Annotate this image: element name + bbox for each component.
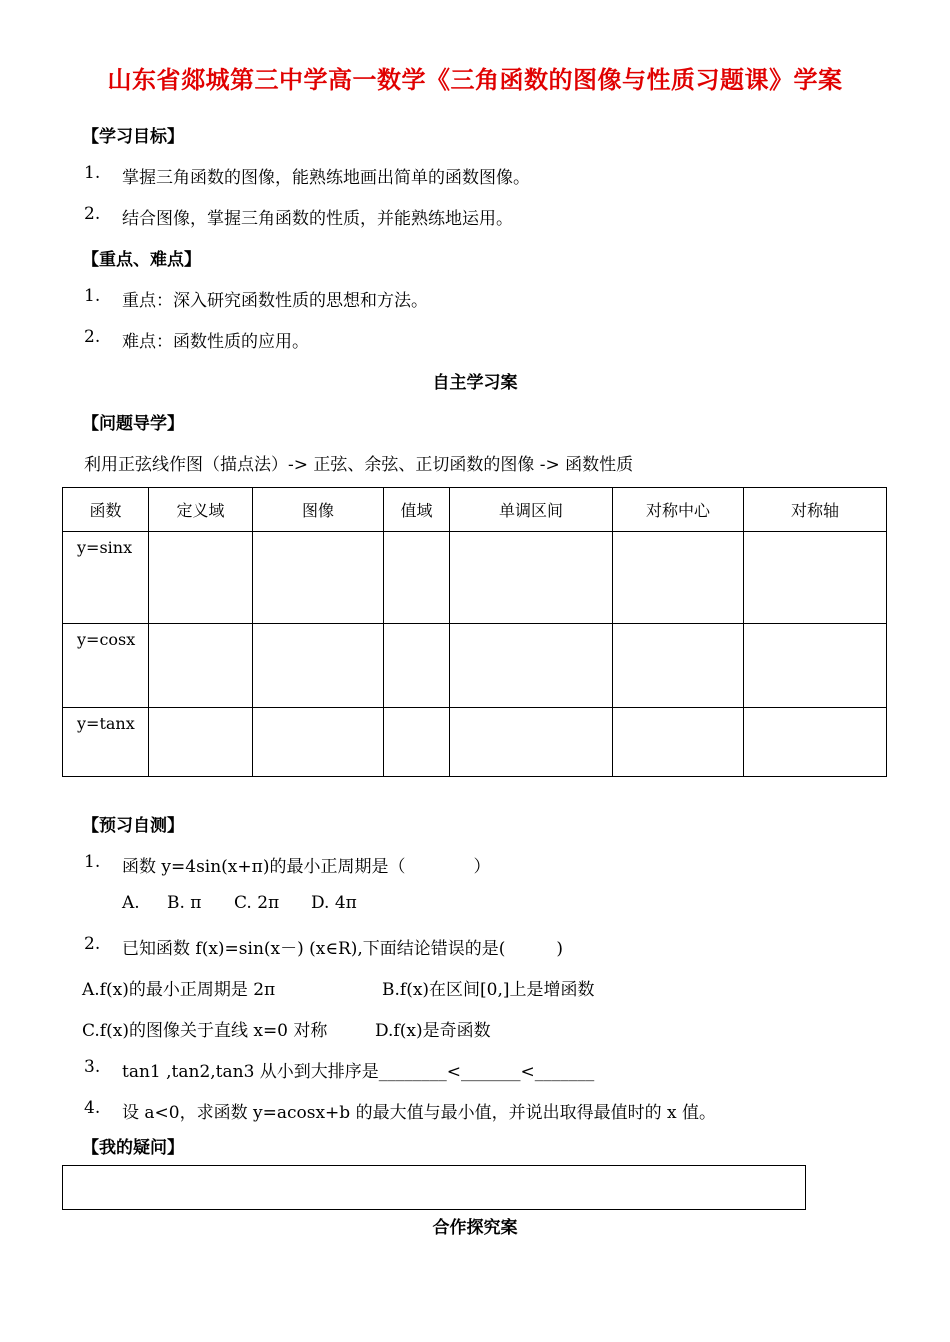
page-title: 山东省郯城第三中学高一数学《三角函数的图像与性质习题课》学案 xyxy=(107,66,843,94)
pretest-heading: 【预习自测】 xyxy=(82,816,184,836)
blank-cell[interactable] xyxy=(149,708,253,777)
table-header-cell: 对称中心 xyxy=(613,488,744,532)
question-number: 2. xyxy=(84,934,101,954)
row-label: y=sinx xyxy=(63,532,149,624)
blank-cell[interactable] xyxy=(744,708,887,777)
blank-cell[interactable] xyxy=(744,624,887,708)
goal-text: 掌握三角函数的图像，能熟练地画出简单的函数图像。 xyxy=(122,168,530,188)
blank-cell[interactable] xyxy=(613,532,744,624)
table-header-row xyxy=(63,488,887,532)
table-header-cell: 定义域 xyxy=(149,488,253,532)
option[interactable]: B. π xyxy=(167,893,202,913)
coop-heading: 合作探究案 xyxy=(432,1218,518,1238)
table-header-cell: 对称轴 xyxy=(744,488,887,532)
blank-cell[interactable] xyxy=(744,532,887,624)
row-label: y=tanx xyxy=(63,708,149,777)
table-row xyxy=(63,708,887,777)
table-row xyxy=(63,624,887,708)
blank-cell[interactable] xyxy=(613,708,744,777)
option[interactable]: D. 4π xyxy=(311,893,357,913)
option[interactable]: D.f(x)是奇函数 xyxy=(375,1021,491,1041)
goal-number: 2. xyxy=(84,204,101,224)
table-header-cell: 单调区间 xyxy=(450,488,613,532)
goals-heading: 【学习目标】 xyxy=(82,127,184,147)
question-number: 4. xyxy=(84,1098,101,1118)
blank-cell[interactable] xyxy=(253,624,384,708)
blank-cell[interactable] xyxy=(384,708,450,777)
blank-cell[interactable] xyxy=(149,532,253,624)
option[interactable]: B.f(x)在区间[0,]上是增函数 xyxy=(382,980,595,1000)
keypoint-text: 难点：函数性质的应用。 xyxy=(122,332,309,352)
blank-cell[interactable] xyxy=(384,624,450,708)
row-label: y=cosx xyxy=(63,624,149,708)
keypoint-number: 2. xyxy=(84,327,101,347)
guide-heading: 【问题导学】 xyxy=(82,414,184,434)
question-text: 已知函数 f(x)=sin(x－) (x∈R),下面结论错误的是( ) xyxy=(122,939,564,959)
blank-cell[interactable] xyxy=(450,708,613,777)
blank-cell[interactable] xyxy=(149,624,253,708)
option[interactable]: A.f(x)的最小正周期是 2π xyxy=(82,980,276,1000)
questions-heading: 【我的疑问】 xyxy=(82,1138,184,1158)
option[interactable]: A. xyxy=(122,893,140,913)
question-number: 1. xyxy=(84,852,101,872)
question-text: tan1 ,tan2,tan3 从小到大排序是________<_______<_______ xyxy=(122,1062,595,1082)
table-header-cell: 函数 xyxy=(63,488,149,532)
properties-table xyxy=(62,487,887,777)
question-text: 设 a<0，求函数 y=acosx+b 的最大值与最小值，并说出取得最值时的 x 值。 xyxy=(122,1103,716,1123)
blank-cell[interactable] xyxy=(253,708,384,777)
option[interactable]: C.f(x)的图像关于直线 x=0 对称 xyxy=(82,1021,328,1041)
blank-cell[interactable] xyxy=(450,532,613,624)
table-header-cell: 值域 xyxy=(384,488,450,532)
table-header-cell: 图像 xyxy=(253,488,384,532)
blank-cell[interactable] xyxy=(450,624,613,708)
keypoint-text: 重点：深入研究函数性质的思想和方法。 xyxy=(122,291,428,311)
blank-cell[interactable] xyxy=(384,532,450,624)
self-study-heading: 自主学习案 xyxy=(432,373,518,393)
table-row xyxy=(63,532,887,624)
option[interactable]: C. 2π xyxy=(234,893,280,913)
question-number: 3. xyxy=(84,1057,101,1077)
goal-number: 1. xyxy=(84,163,101,183)
goal-text: 结合图像，掌握三角函数的性质，并能熟练地运用。 xyxy=(122,209,513,229)
blank-cell[interactable] xyxy=(613,624,744,708)
blank-cell[interactable] xyxy=(253,532,384,624)
keypoint-number: 1. xyxy=(84,286,101,306)
question-text: 函数 y=4sin(x+π)的最小正周期是（ ） xyxy=(122,857,491,877)
questions-box[interactable] xyxy=(62,1165,806,1210)
keypoints-heading: 【重点、难点】 xyxy=(82,250,201,270)
guide-text: 利用正弦线作图（描点法）-> 正弦、余弦、正切函数的图像 -> 函数性质 xyxy=(84,455,634,475)
